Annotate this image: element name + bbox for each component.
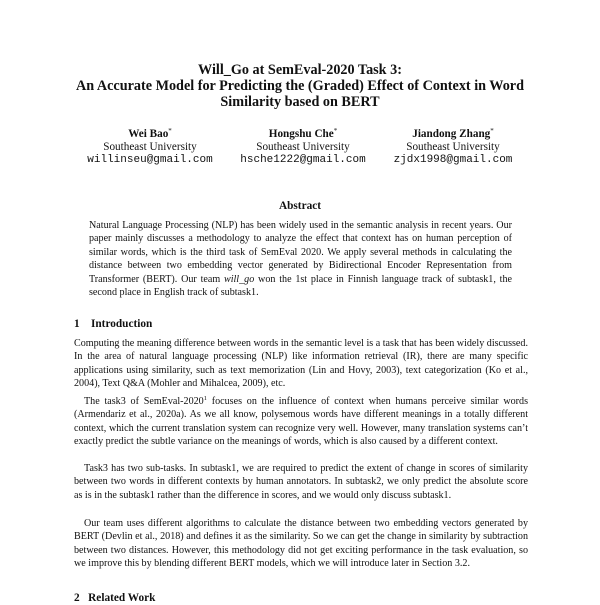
- paragraph-text-part-2: focuses on the influence of context when humans perceive similar words (Armendariz et al., 2020a). As we all know, polysemous words have different meanings in a totally different context, which the current translation system can recognize very well. However, many translation systems can’t exactly predict the subtle variance on the meanings of words, which is also caused by a different context.: [74, 396, 528, 448]
- abstract-text-part-1: Natural Language Processing (NLP) has been widely used in the semantic analysis in recent years. Our paper mainly discusses a methodology to analyze the effect that context has on human perception of similar words, which is the third task of SemEval 2020. We apply several methods in calculating the distance between two embedding vector generated by Bidirectional Encoder Representation from Transformer (BERT). Our team: [89, 220, 512, 285]
- section-heading: [74, 318, 152, 331]
- author-email: hsche1222@gmail.com: [240, 154, 366, 166]
- author-block: [368, 125, 538, 167]
- section-title: Related Work: [88, 592, 156, 604]
- paper-title-line-1: Will_Go at SemEval-2020 Task 3:: [198, 62, 402, 78]
- abstract-heading: Abstract: [278, 200, 322, 212]
- abstract-text-part-2: won the 1st place in Finnish language track of subtask1, the second place in English track of subtask1.: [89, 273, 512, 299]
- author-name: [368, 125, 538, 141]
- paragraph: Task3 has two sub-tasks. In subtask1, we are required to predict the extent of change in scores of similarity between two words in different contexts by human annotators. In subtask2, we only predict the absolute score as is in the subtask1 rather than the difference in scores, and we would only discuss subtask1.: [74, 463, 528, 501]
- author-block: [65, 125, 235, 167]
- author-block: [218, 125, 388, 167]
- paragraph-text-part-1: The task3 of SemEval-2020: [84, 396, 204, 407]
- equal-contribution-mark: *: [333, 127, 338, 135]
- author-affiliation: Southeast University: [406, 141, 500, 153]
- equal-contribution-mark: *: [490, 127, 494, 135]
- author-name: [218, 125, 388, 141]
- equal-contribution-mark: *: [168, 127, 172, 135]
- author-affiliation: Southeast University: [103, 141, 197, 153]
- paragraph: [74, 392, 528, 449]
- paragraph: Our team uses different algorithms to calculate the distance between two embedding vectors generated by BERT (Devlin et al., 2018) and defines it as the similarity. So we can get the change in similarity by subtraction between two distances. However, this methodology did not get exciting performance in the task evaluation, so we improve this by blending different BERT models, which we will introduce later in Section 3.2.: [74, 518, 528, 570]
- team-name: will_go: [223, 273, 255, 285]
- author-email: willinseu@gmail.com: [87, 154, 213, 166]
- section-number: 2: [74, 592, 80, 604]
- paper-title-line-3: Similarity based on BERT: [220, 94, 380, 110]
- section-heading-cut-off: [74, 592, 155, 605]
- abstract-text: [89, 219, 512, 299]
- author-name: [65, 125, 235, 141]
- section-title: Introduction: [91, 318, 153, 330]
- author-affiliation: Southeast University: [256, 141, 350, 153]
- author-name-text: Wei Bao: [128, 128, 169, 140]
- footnote-marker: 1: [203, 395, 207, 402]
- section-number: 1: [74, 318, 80, 330]
- author-name-text: Hongshu Che: [268, 128, 334, 140]
- paragraph: Computing the meaning difference between words in the semantic level is a task that has been widely discussed. In the area of natural language processing (NLP) like information retrieval (IR), there are many specific applications using similarity, such as text memorization (Lin and Hovy, 2003), text categorization (Ko et al., 2004), Text Q&A (Mohler and Mihalcea, 2009), etc.: [74, 338, 528, 390]
- author-name-text: Jiandong Zhang: [412, 128, 491, 140]
- author-email: zjdx1998@gmail.com: [393, 154, 513, 166]
- paper-title-line-2: An Accurate Model for Predicting the (Graded) Effect of Context in Word: [75, 78, 524, 94]
